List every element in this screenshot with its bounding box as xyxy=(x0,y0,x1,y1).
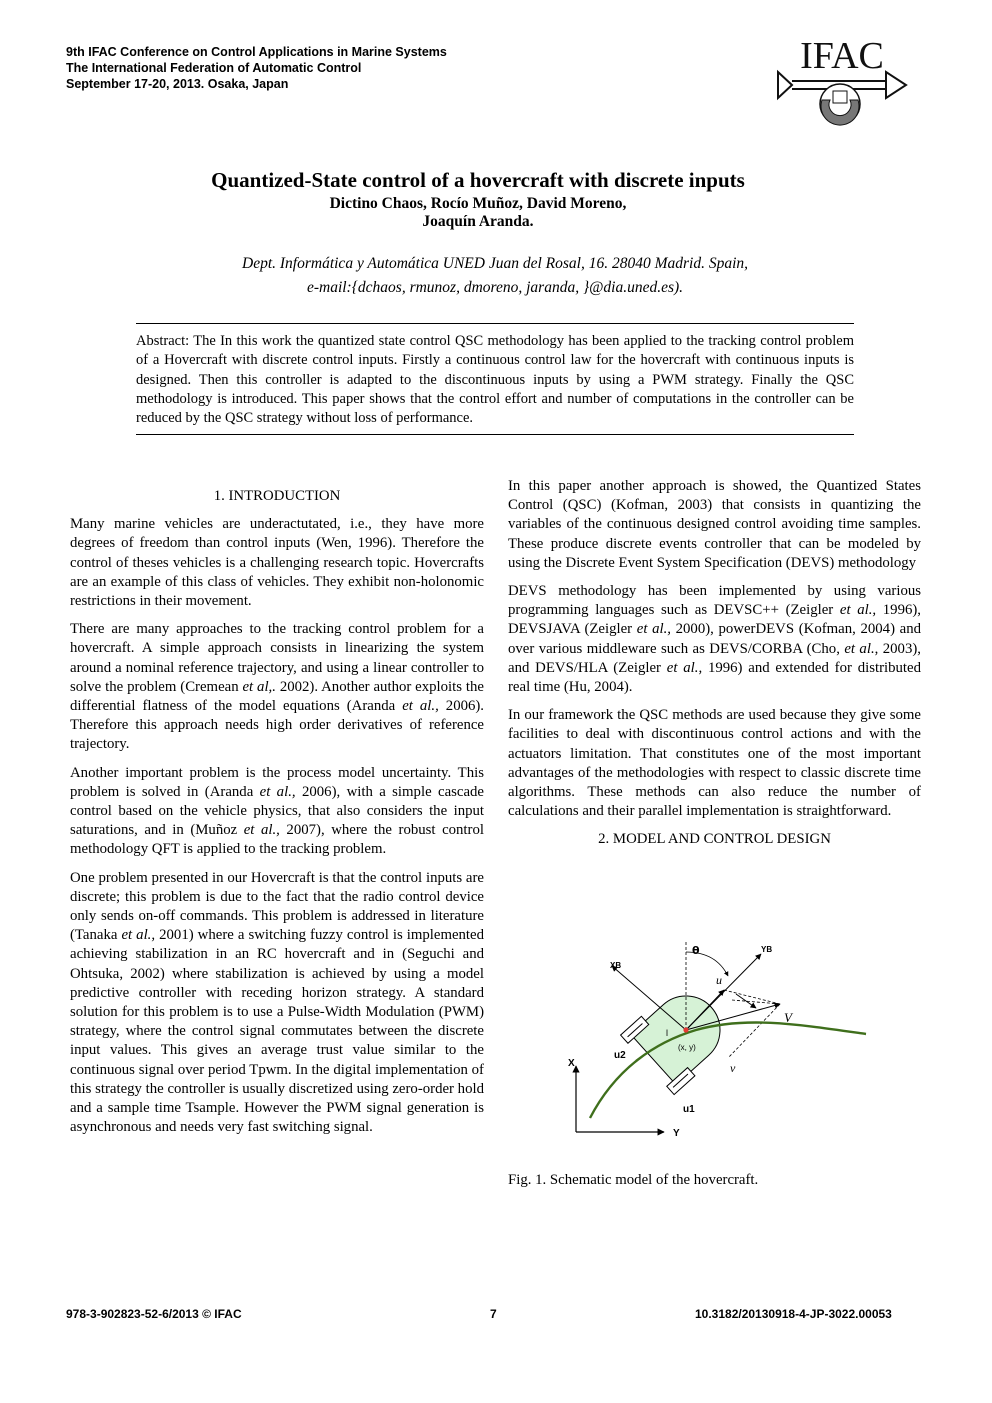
u1-label: u1 xyxy=(683,1104,695,1115)
position-label: (x, y) xyxy=(678,1043,696,1052)
paragraph: One problem presented in our Hovercraft is that the control inputs are discrete; this problem is due to the fact that the radio control device only sends on-off commands. This problem is addressed in literature (Tanaka et al., 2001) where a switching fuzzy control is implemented achieving stabilization in an RC hovercraft and in (Seguchi and Ohtsuka, 2002) where stabilization is achieved by using a model predictive controller with receding horizon strategy. A standard solution for this problem is to use a Pulse-Width Modulation (PWM) strategy, where the control signal commutates between the discrete input values. This gives an average trust value similar to the continuous signal over period Tpwm. In the digital implementation of this strategy the controller is usually discretized using zero-order hold and a sample time Tsample. However the PWM signal generation is asynchronous and needs very fast switching signal. xyxy=(70,869,484,1136)
ifac-logo xyxy=(776,36,908,132)
yb-label: YB xyxy=(761,945,773,954)
logo-text: IFAC xyxy=(800,36,884,77)
authors-line: Joaquín Aranda. xyxy=(422,213,534,230)
u-label: u xyxy=(716,973,722,987)
conference-line: The International Federation of Automatic Control xyxy=(66,61,362,75)
figure-caption: Fig. 1. Schematic model of the hovercraft. xyxy=(508,1172,759,1188)
authors-line: Dictino Chaos, Rocío Muñoz, David Moreno, xyxy=(329,195,627,212)
paragraph: Another important problem is the process model uncertainty. This problem is solved in (Aranda et al., 2006), with a simple cascade control based on the vehicle physics, that also considers the input saturations, and in (Muñoz et al., 2007), where the robust control methodology QFT is applied to the tracking problem. xyxy=(70,764,484,858)
center-point xyxy=(683,1027,688,1032)
conference-header xyxy=(66,44,447,92)
psi-vector xyxy=(736,994,756,1008)
paragraph: In this paper another approach is showed, the Quantized States Control (QSC) (Kofman, 2003) that consists in quantizing the variables of the continuous designed control avoiding time samples. These produce discrete events controller that can be modeled by using the Discrete Event System Specification (DEVS) methodology xyxy=(508,478,921,571)
right-column xyxy=(508,477,921,859)
paragraph: Many marine vehicles are underactutated, i.e., they have more degrees of freedom than control inputs (Wen, 1996). Therefore the control of theses vehicles is a challenging research topic. Hovercrafts are an example of this class of vehicles. They exhibit non-holonomic restrictions in their movement. xyxy=(70,516,484,610)
y-axis-label: Y xyxy=(673,1128,680,1139)
V-label: V xyxy=(784,1010,792,1025)
page-number: 7 xyxy=(490,1307,497,1321)
v-label: v xyxy=(730,1061,736,1075)
conference-line: September 17-20, 2013. Osaka, Japan xyxy=(66,77,289,91)
left-column xyxy=(70,487,484,1138)
conference-line: 9th IFAC Conference on Control Applications in Marine Systems xyxy=(66,45,447,59)
theta-label: θ xyxy=(692,944,700,957)
footer-doi: 10.3182/20130918-4-JP-3022.00053 xyxy=(695,1307,892,1321)
u2-label: u2 xyxy=(614,1050,626,1061)
section-heading: 1. INTRODUCTION xyxy=(213,488,341,504)
xb-label: XB xyxy=(610,961,622,970)
l-label: l xyxy=(666,1028,668,1038)
paper-title: Quantized-State control of a hovercraft with discrete inputs xyxy=(211,168,745,192)
hovercraft-figure xyxy=(556,938,870,1144)
footer-isbn: 978-3-902823-52-6/2013 © IFAC xyxy=(66,1307,242,1321)
paragraph: In our framework the QSC methods are used because they give some facilities to deal with discontinuous control actions and with the actuators limitation. That constitutes one of the most important advantages of the methodologies with respect to classic discrete time algorithms. These methods can also reduce the number of calculations and their parallel implementation is straightforward. xyxy=(508,707,921,820)
affiliation: Dept. Informática y Automática UNED Juan del Rosal, 16. 28040 Madrid. Spain, xyxy=(242,255,748,272)
email-line: e-mail:{dchaos, rmunoz, dmoreno, jaranda, }@dia.uned.es). xyxy=(306,279,684,296)
x-axis-label: X xyxy=(568,1058,575,1069)
paragraph: DEVS methodology has been implemented by using various programming languages such as DEVSC++ (Zeigler et al., 1996), DEVSJAVA (Zeigler et al., 2000), powerDEVS (Kofman, 2004) and over various middleware such as DEVS/CORBA (Cho, et al., 2003), and DEVS/HLA (Zeigler et al., 1996) and extended for distributed real time (Hu, 2004). xyxy=(508,583,921,696)
paragraph: There are many approaches to the tracking control problem for a hovercraft. A simple approach consists in linearizing the system around a nominal reference trajectory, and using a linear controller to solve the problem (Cremean et al,. 2002). Another author exploits the differential flatness of the model equations (Aranda et al., 2006). Therefore this approach needs high order derivatives of reference trajectory. xyxy=(70,621,485,753)
section-heading: 2. MODEL AND CONTROL DESIGN xyxy=(598,831,831,848)
abstract: Abstract: The In this work the quantized state control QSC methodology has been applied to the tracking control problem of a Hovercraft with discrete control inputs. Firstly a continuous control law for the hovercraft with continuous inputs is designed. Then this controller is adapted to the discontinuous inputs by using a PWM strategy. Finally the QSC methodology is introduced. This paper shows that the control effort and number of computations in the controller can be reduced by the QSC strategy without loss of performance. xyxy=(136,323,854,435)
